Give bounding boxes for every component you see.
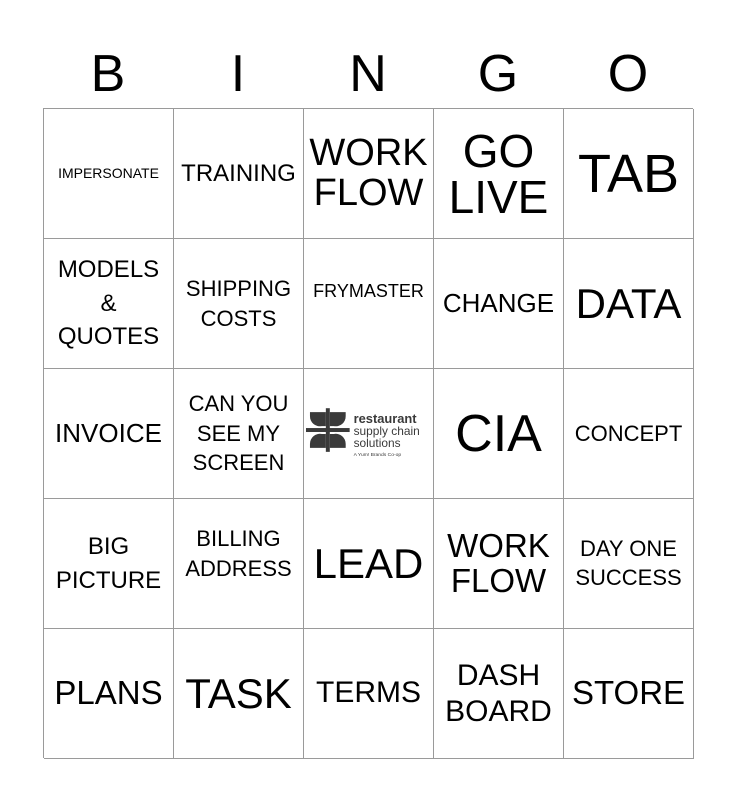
cell-label: DATA [575,279,682,327]
restaurant-supply-chain-logo [306,404,431,464]
header-letter-o: O [607,45,649,103]
header-letter-i: I [230,45,246,103]
cell-label: BILLING ADDRESS [185,525,292,581]
cell-label: CIA [455,404,542,463]
cell-label: TERMS [316,676,421,710]
free-space-cell[interactable] [304,369,434,499]
bingo-cell[interactable] [564,499,694,629]
bingo-cell[interactable] [304,239,434,369]
cell-label: CAN YOU SEE MY SCREEN [188,390,289,476]
bingo-cell[interactable] [174,369,304,499]
header-letter-n: N [349,45,387,103]
bingo-cell[interactable] [434,109,564,239]
cell-label: FRYMASTER [313,280,424,301]
cell-label: STORE [571,674,686,712]
bingo-cell[interactable] [44,239,174,369]
bingo-cell[interactable] [564,369,694,499]
bingo-cell[interactable] [174,239,304,369]
bingo-cell[interactable] [564,109,694,239]
bingo-cell[interactable] [434,499,564,629]
cell-label: CONCEPT [574,420,683,446]
bingo-cell[interactable] [564,239,694,369]
bingo-cell[interactable] [44,629,174,759]
cell-label: BIG PICTURE [55,532,162,594]
cell-label: INVOICE [55,417,162,448]
bingo-cell[interactable] [434,369,564,499]
bingo-cell[interactable] [304,499,434,629]
cell-label: MODELS & QUOTES [57,256,160,351]
bingo-cell[interactable] [44,369,174,499]
cell-label: TAB [577,143,679,204]
bingo-cell[interactable] [434,629,564,759]
header-letter-b: B [90,45,126,103]
logo-line-1: restaurant [353,410,417,426]
cell-label: LEAD [313,539,424,587]
bingo-cell[interactable] [44,499,174,629]
bingo-cell[interactable] [44,109,174,239]
cell-label: PLANS [54,674,163,712]
bingo-cell[interactable] [434,239,564,369]
logo-line-3: solutions [353,435,401,450]
cell-label: WORK FLOW [309,131,428,214]
bingo-cell[interactable] [304,109,434,239]
bingo-header [43,40,693,108]
cell-label: SHIPPING COSTS [185,275,292,331]
cell-label: TRAINING [181,159,296,187]
bingo-cell[interactable] [174,109,304,239]
bingo-cell[interactable] [174,629,304,759]
header-letter-g: G [477,45,519,103]
logo-tagline: A Yum! Brands Co-op [353,452,402,458]
cell-label: TASK [185,669,292,717]
cell-label: IMPERSONATE [58,165,159,182]
bingo-cell[interactable] [174,499,304,629]
cell-label: DAY ONE SUCCESS [575,535,682,590]
bingo-cell[interactable] [304,629,434,759]
bingo-board [43,108,693,758]
cell-label: CHANGE [442,287,555,318]
cell-label: DASH BOARD [445,658,552,728]
bingo-cell[interactable] [564,629,694,759]
logo-line-2: supply chain [353,423,420,438]
cell-label: GO LIVE [448,124,549,223]
cell-label: WORK FLOW [447,526,550,599]
